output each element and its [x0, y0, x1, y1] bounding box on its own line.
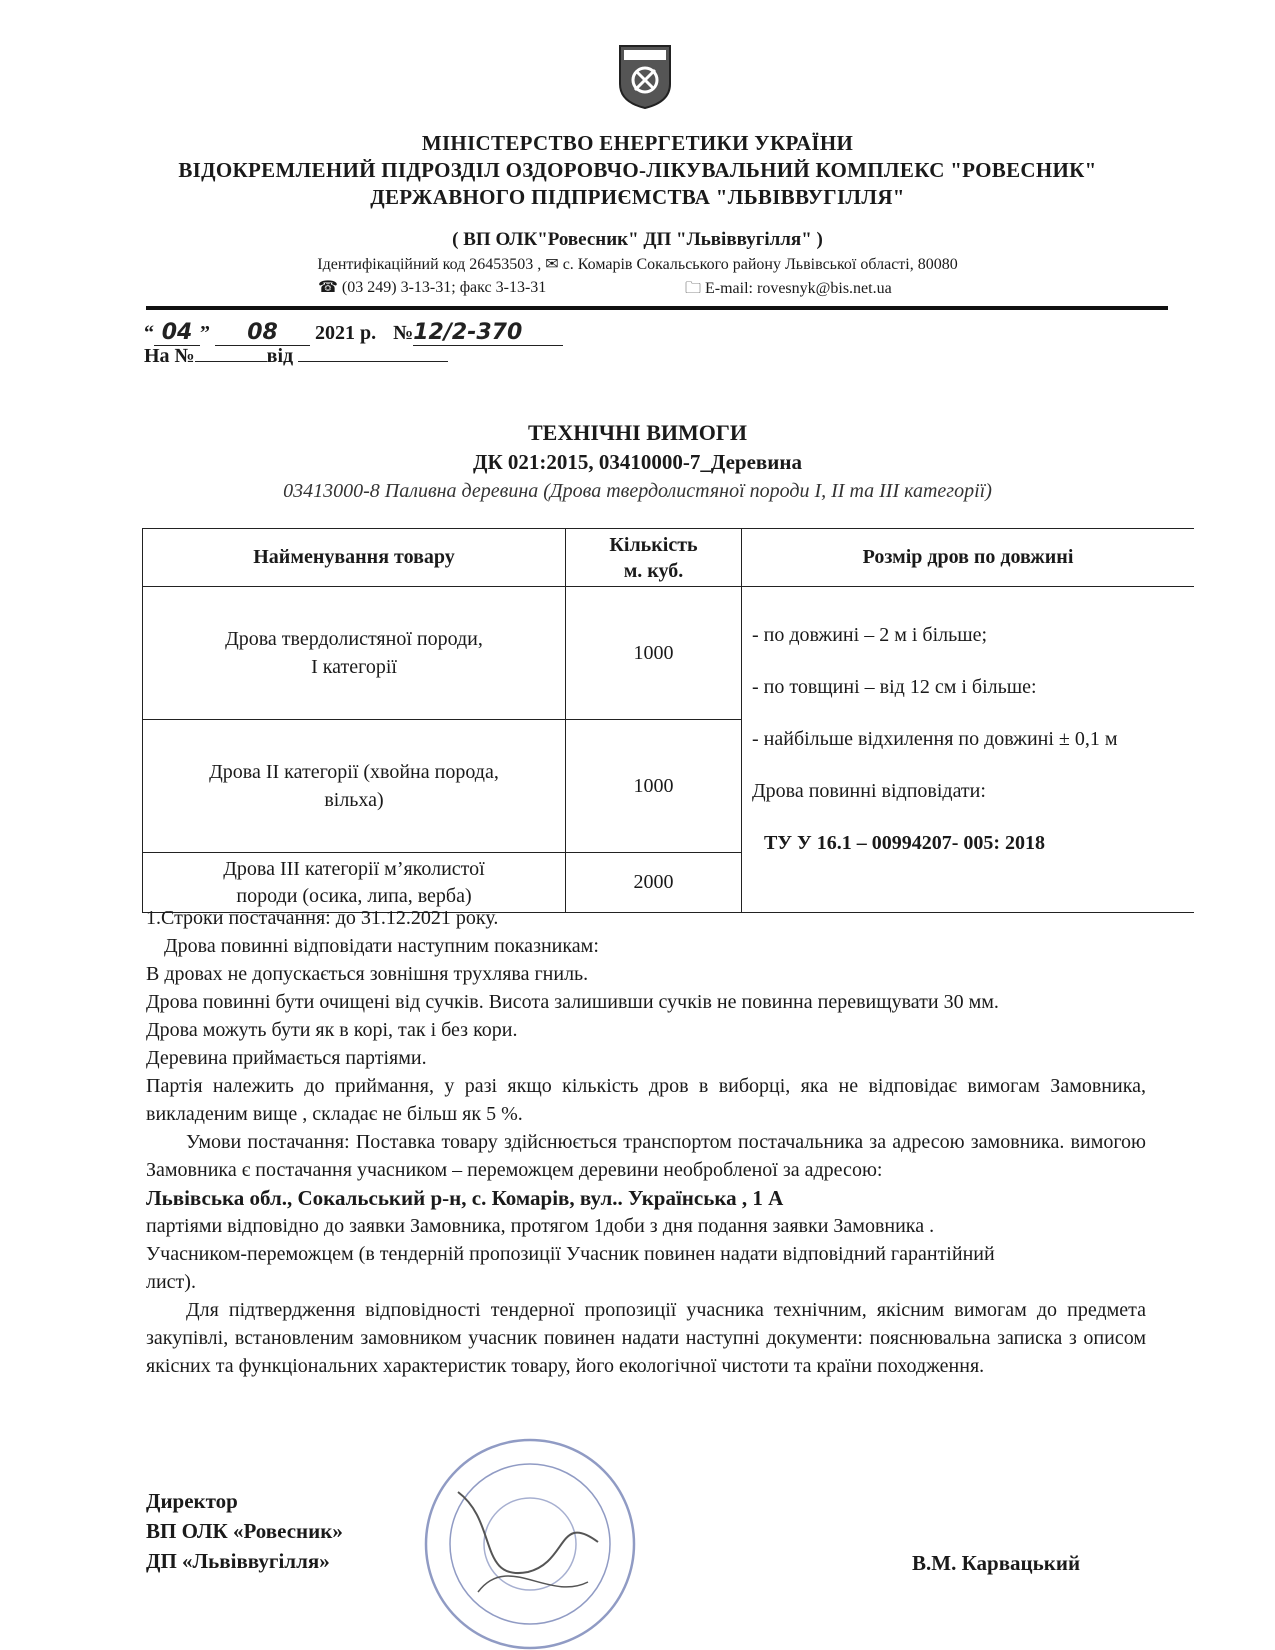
- identification-address-line: Ідентифікаційний код 26453503 , ✉ с. Комарів Сокальського району Львівської області, 80080: [317, 256, 958, 273]
- table-header-row: [143, 529, 1195, 587]
- quantity-cell: 2000: [566, 853, 742, 913]
- header-divider: [146, 306, 1168, 310]
- division-heading: ВІДОКРЕМЛЕНИЙ ПІДРОЗДІЛ ОЗДОРОВЧО-ЛІКУВАЛЬНИЙ КОМПЛЕКС "РОВЕСНИК": [178, 158, 1097, 182]
- header-size: Розмір дров по довжині: [742, 529, 1195, 587]
- spec-standard: ТУ У 16.1 – 00994207- 005: 2018: [764, 832, 1046, 854]
- reg-number: 12/2-370: [413, 320, 563, 346]
- delivery-conditions: Умови постачання: Поставка товару здійснюється транспортом постачальника за адресою замовника. вимогою Замовника є постачання учасником – переможцем деревини необробленої за адресою:: [146, 1131, 1146, 1181]
- round-stamp: [418, 1432, 642, 1650]
- header-quantity: Кількість м. куб.: [566, 529, 742, 587]
- bark-requirement: Дрова можуть бути як в корі, так і без кори.: [146, 1019, 518, 1041]
- from-label: від: [266, 345, 294, 367]
- organization-crest-logo: [618, 44, 672, 110]
- rot-requirement: В дровах не допускається зовнішня трухлява гниль.: [146, 963, 589, 985]
- guarantee-letter-note: Учасником-переможцем (в тендерній пропозиції Учасник повинен надати відповідний гарантійний лист).: [146, 1243, 995, 1293]
- spec-thickness: - по товщині – від 12 см і більше:: [752, 676, 1037, 698]
- spec-compliance-label: Дрова повинні відповідати:: [752, 780, 986, 802]
- spec-length: - по довжині – 2 м і більше;: [752, 624, 988, 646]
- delivery-deadline: 1.Строки постачання: до 31.12.2021 року.: [146, 907, 499, 929]
- reply-reference-line: [144, 345, 448, 368]
- enterprise-heading: ДЕРЖАВНОГО ПІДПРИЄМСТВА "ЛЬВІВВУГІЛЛЯ": [370, 185, 905, 209]
- spec-deviation: - найбільше відхилення по довжині ± 0,1 м: [752, 728, 1118, 750]
- requirements-table: [142, 528, 1194, 913]
- registration-date-number: “ 04 ” 08 2021 р. №12/2-370: [144, 320, 563, 346]
- document-title: ТЕХНІЧНІ ВИМОГИ: [527, 420, 747, 445]
- reg-day: 04: [154, 320, 200, 346]
- knots-requirement: Дрова повинні бути очищені від сучків. Висота залишивши сучків не повинна перевищувати 30 мм.: [146, 991, 999, 1013]
- email-line: 🗀 E-mail: rovesnyk@bis.net.ua: [685, 280, 892, 297]
- delivery-schedule: партіями відповідно до заявки Замовника, протягом 1доби з дня подання заявки Замовника .: [146, 1215, 935, 1237]
- batch-tolerance: Партія належить до приймання, у разі якщо кількість дров в виборці, яка не відповідає вимогам Замовника, викладеним вище , складає не більш як 5 %.: [146, 1075, 1146, 1125]
- short-org-name: ( ВП ОЛК"Ровесник" ДП "Львіввугілля" ): [452, 229, 823, 250]
- signatory-block: [146, 1486, 343, 1576]
- header-product-name: Найменування товару: [143, 529, 566, 587]
- signatory-name: В.М. Карвацький: [912, 1551, 1081, 1575]
- document-subtitle: 03413000-8 Паливна деревина (Дрова твердолистяної породи І, ІІ та ІІІ категорії): [283, 480, 992, 502]
- reg-number-label: №: [393, 322, 414, 344]
- product-name-cell: Дрова ІІІ категорії м’яколистої породи (осика, липа, верба): [143, 853, 566, 913]
- classification-code: ДК 021:2015, 03410000-7_Деревина: [473, 450, 802, 474]
- batch-acceptance: Деревина приймається партіями.: [146, 1047, 427, 1069]
- quantity-cell: 1000: [566, 587, 742, 720]
- signatory-title: Директор: [146, 1489, 238, 1513]
- signatory-org: ВП ОЛК «Ровесник»: [146, 1519, 343, 1543]
- body-text: [146, 904, 1146, 1380]
- delivery-address: Львівська обл., Сокальський р-н, с. Комарів, вул.. Українська , 1 А: [146, 1186, 784, 1210]
- table-row: [143, 587, 1195, 720]
- phone-fax-line: ☎ (03 249) 3-13-31; факс 3-13-31: [318, 279, 547, 296]
- product-name-cell: Дрова ІІ категорії (хвойна порода, вільха): [143, 720, 566, 853]
- on-number-label: На №: [144, 345, 195, 367]
- documents-requirement: Для підтвердження відповідності тендерної пропозиції учасника технічним, якісним вимогам до предмета закупівлі, встановленим замовником учасник повинен надати наступні документи: пояснювальна записка з описом якісних та функціональних характеристик товару, його екологічної чистоти та країни походження.: [146, 1299, 1146, 1377]
- product-name-cell: Дрова твердолистяної породи, І категорії: [143, 587, 566, 720]
- signatory-enterprise: ДП «Львіввугілля»: [146, 1549, 330, 1573]
- quantity-cell: 1000: [566, 720, 742, 853]
- reg-year: 2021 р.: [315, 322, 377, 344]
- ministry-heading: МІНІСТЕРСТВО ЕНЕРГЕТИКИ УКРАЇНИ: [421, 131, 854, 155]
- indicators-intro: Дрова повинні відповідати наступним показникам:: [164, 935, 599, 957]
- reg-month: 08: [215, 320, 310, 346]
- size-spec-cell: [742, 587, 1195, 913]
